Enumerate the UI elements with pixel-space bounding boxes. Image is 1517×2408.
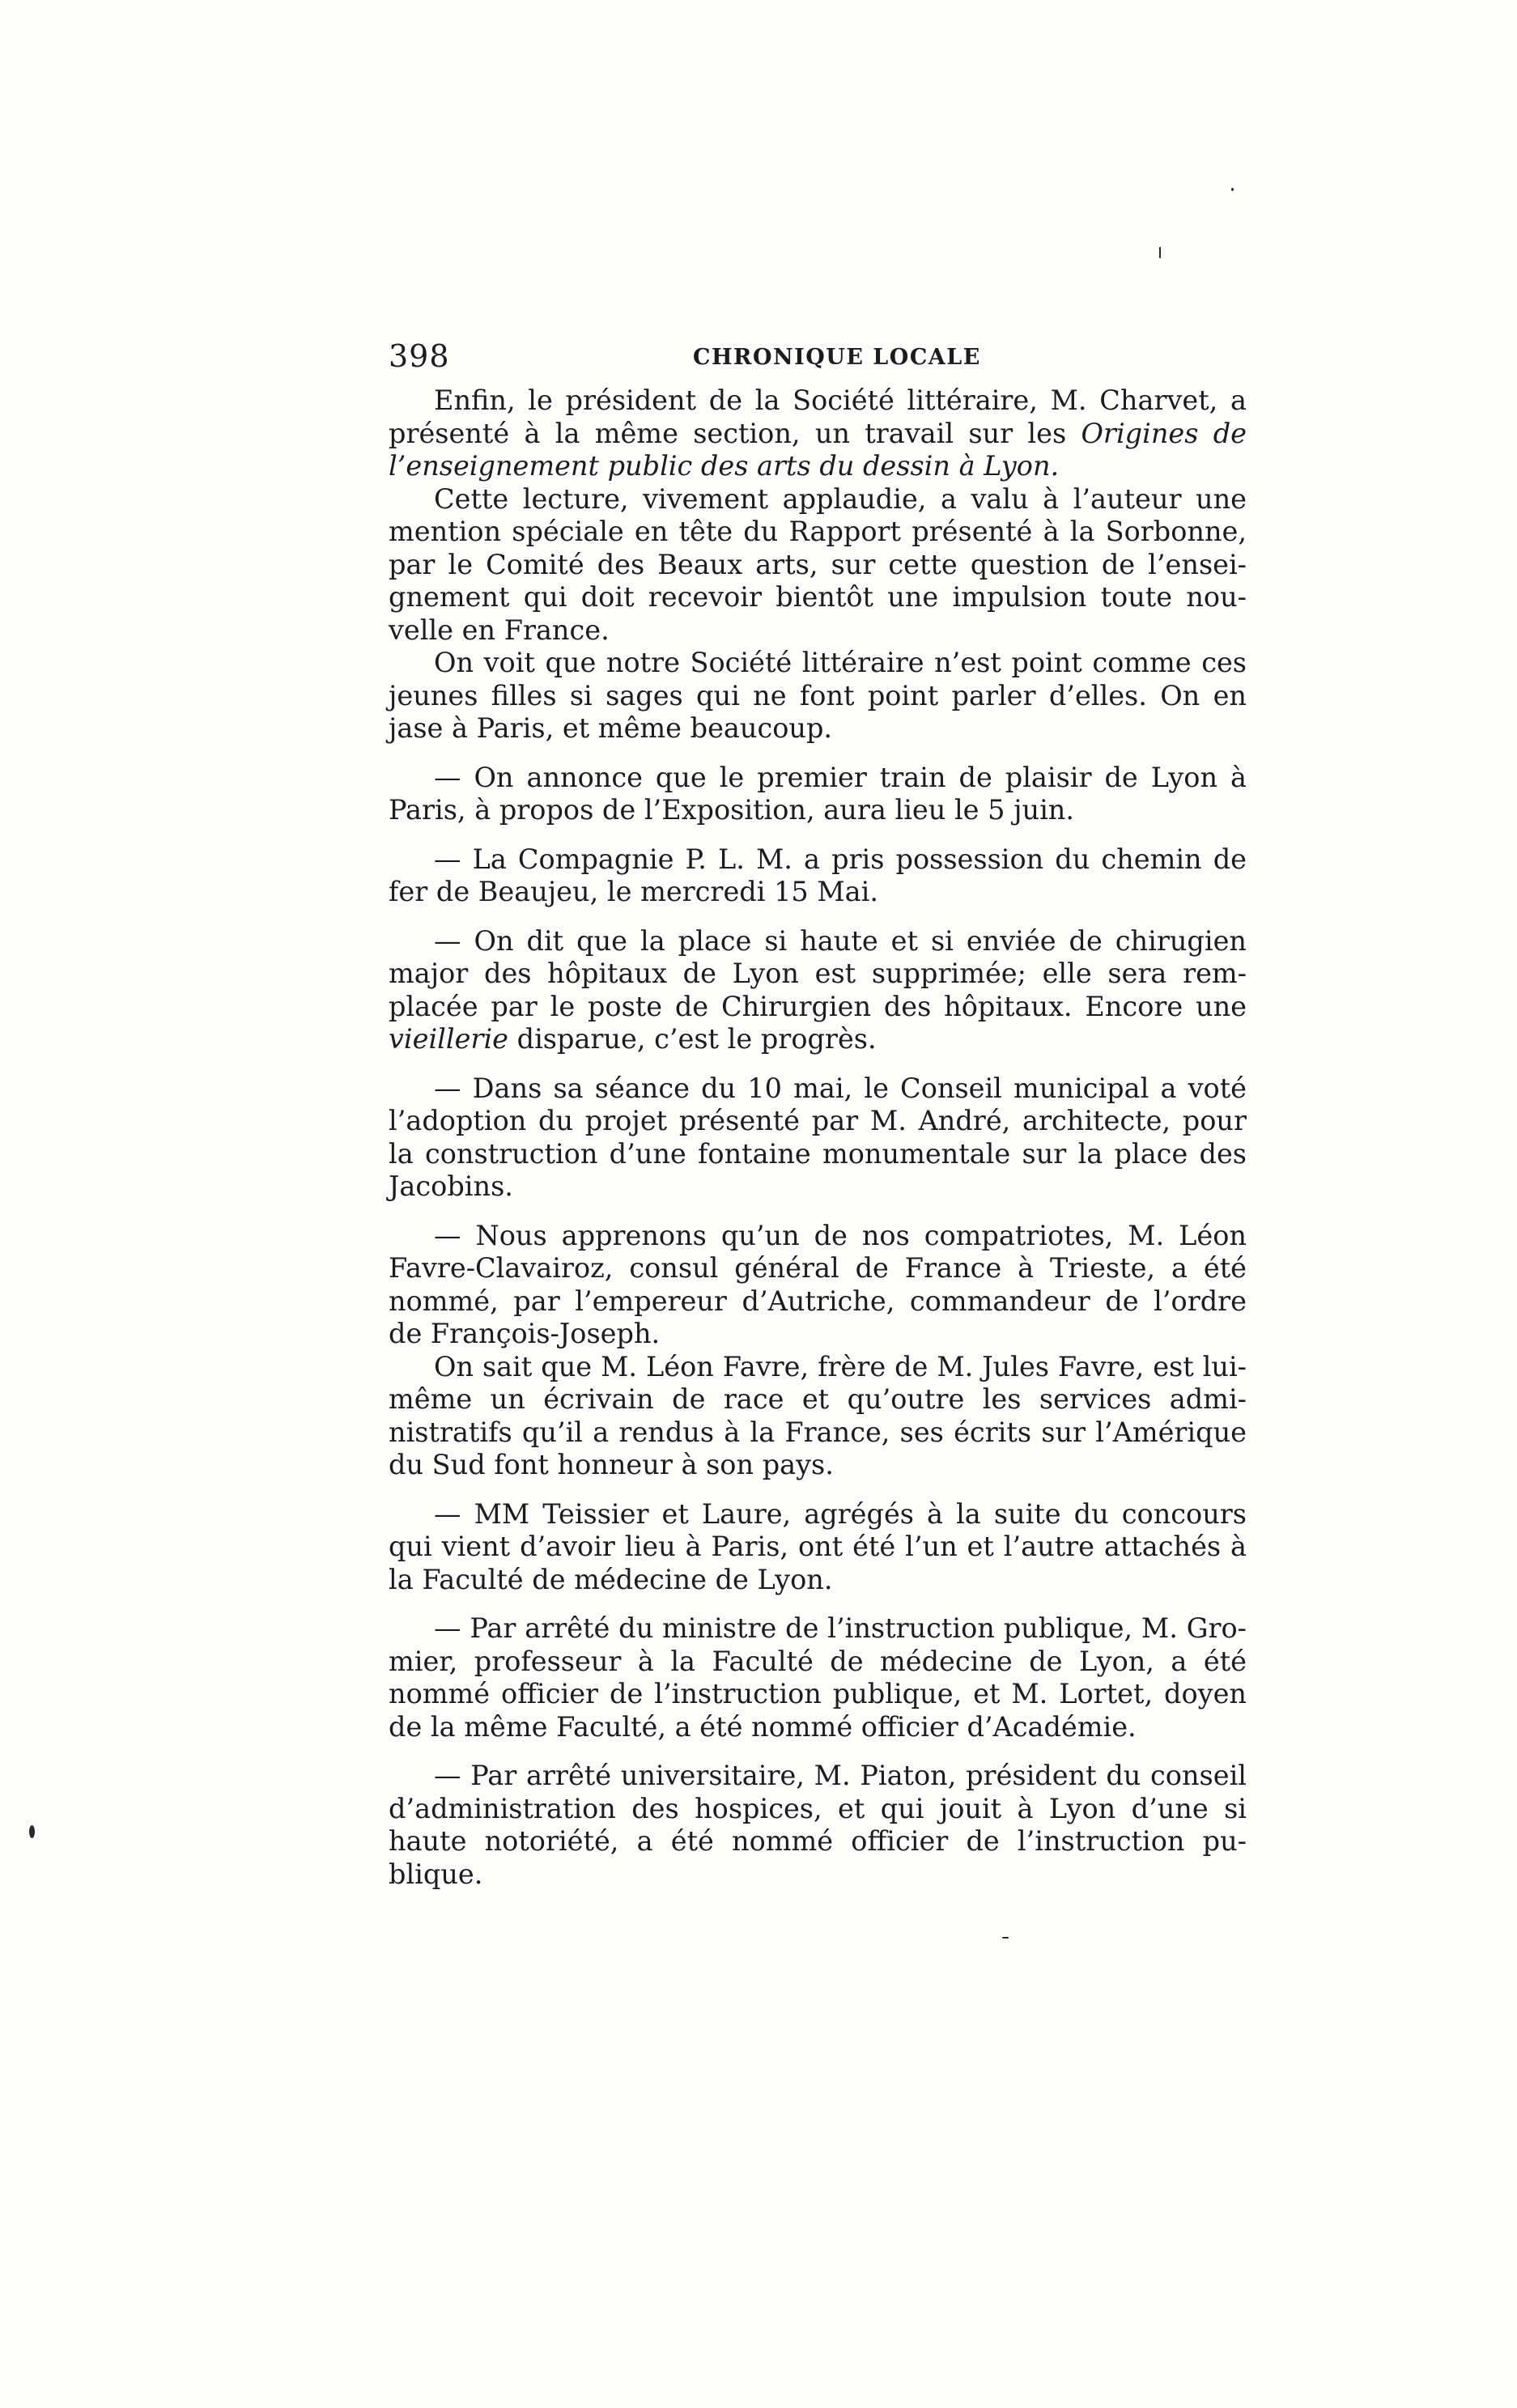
text-segment: — MM Teissier et Laure, agrégés à la suite du concours qui vient d’avoir lieu à Paris, ont été l’un et l’autre attachés à la Faculté de médecine de Lyon.: [389, 1497, 1247, 1595]
ink-speck: [1159, 247, 1161, 258]
paragraph: [389, 925, 1247, 1056]
ink-speck: [1231, 188, 1234, 191]
text-segment: — Par arrêté universitaire, M. Piaton, président du conseil d’administration des hospices, et qui jouit à Lyon d’une si haute notoriété, a été nommé officier de l’instruction publique.: [389, 1760, 1247, 1890]
text-segment: — Par arrêté du ministre de l’instruction publique, M. Gromier, professeur à la Faculté de médecine de Lyon, a été nommé officier de l’instruction publique, et M. Lortet, doyen de la même Faculté, a été nommé officier d’Académie.: [389, 1612, 1247, 1743]
paragraph: [389, 483, 1247, 648]
text-segment: On sait que M. Léon Favre, frère de M. Jules Favre, est lui-même un écrivain de race et qu’outre les services administratifs qu’il a rendus à la France, ses écrits sur l’Amérique du Sud font honneur à son pays.: [389, 1350, 1247, 1480]
paragraph: [389, 1351, 1247, 1482]
italic-text: vieillerie: [389, 1023, 508, 1055]
ink-speck: [29, 1825, 35, 1838]
text-segment: — On dit que la place si haute et si enviée de chirugien major des hôpitaux de Lyon est supprimée; elle sera remplacée par le poste de Chirurgien des hôpitaux. Encore une: [389, 924, 1247, 1022]
text-segment: — On annonce que le premier train de plaisir de Lyon à Paris, à propos de l’Exposition, aura lieu le 5 juin.: [389, 761, 1247, 826]
text-segment: On voit que notre Société littéraire n’est point comme ces jeunes filles si sages qui ne font point parler d’elles. On en jase à Paris, et même beaucoup.: [389, 647, 1247, 744]
text-segment: — Nous apprenons qu’un de nos compatriotes, M. Léon Favre-Clavairoz, consul général de France à Trieste, a été nommé, par l’empereur d’Autriche, commandeur de l’ordre de François-Joseph.: [389, 1219, 1247, 1349]
paragraph: [389, 1220, 1247, 1351]
paragraph: [389, 1072, 1247, 1204]
page-number: 398: [389, 338, 450, 374]
text-segment: — La Compagnie P. L. M. a pris possession du chemin de fer de Beaujeu, le mercredi 15 Mai.: [389, 843, 1247, 907]
paragraph: [389, 762, 1247, 827]
italic-text: Origines de l’enseignement public des arts du dessin à Lyon.: [389, 417, 1247, 482]
paragraph: [389, 1612, 1247, 1743]
text-segment: disparue, c’est le progrès.: [508, 1023, 877, 1055]
text-segment: Cette lecture, vivement applaudie, a valu à l’auteur une mention spéciale en tête du Rapport présenté à la Sorbonne, par le Comité des Beaux arts, sur cette question de l’enseignement qui doit recevoir bientôt une impulsion toute nouvelle en France.: [389, 482, 1247, 646]
text-segment: Enfin, le président de la Société littéraire, M. Charvet, a présenté à la même section, un travail sur les: [389, 384, 1247, 449]
paragraph: [389, 384, 1247, 483]
body-text: [389, 384, 1247, 1891]
paragraph: [389, 647, 1247, 745]
page-header: [389, 333, 1247, 379]
text-segment: — Dans sa séance du 10 mai, le Conseil municipal a voté l’adoption du projet présenté par M. André, architecte, pour la construction d’une fontaine monumentale sur la place des Jacobins.: [389, 1072, 1247, 1202]
paragraph: [389, 1760, 1247, 1891]
running-head: CHRONIQUE LOCALE: [693, 345, 981, 370]
paragraph: [389, 1498, 1247, 1597]
ink-speck: [1002, 1937, 1009, 1939]
paragraph: [389, 843, 1247, 909]
